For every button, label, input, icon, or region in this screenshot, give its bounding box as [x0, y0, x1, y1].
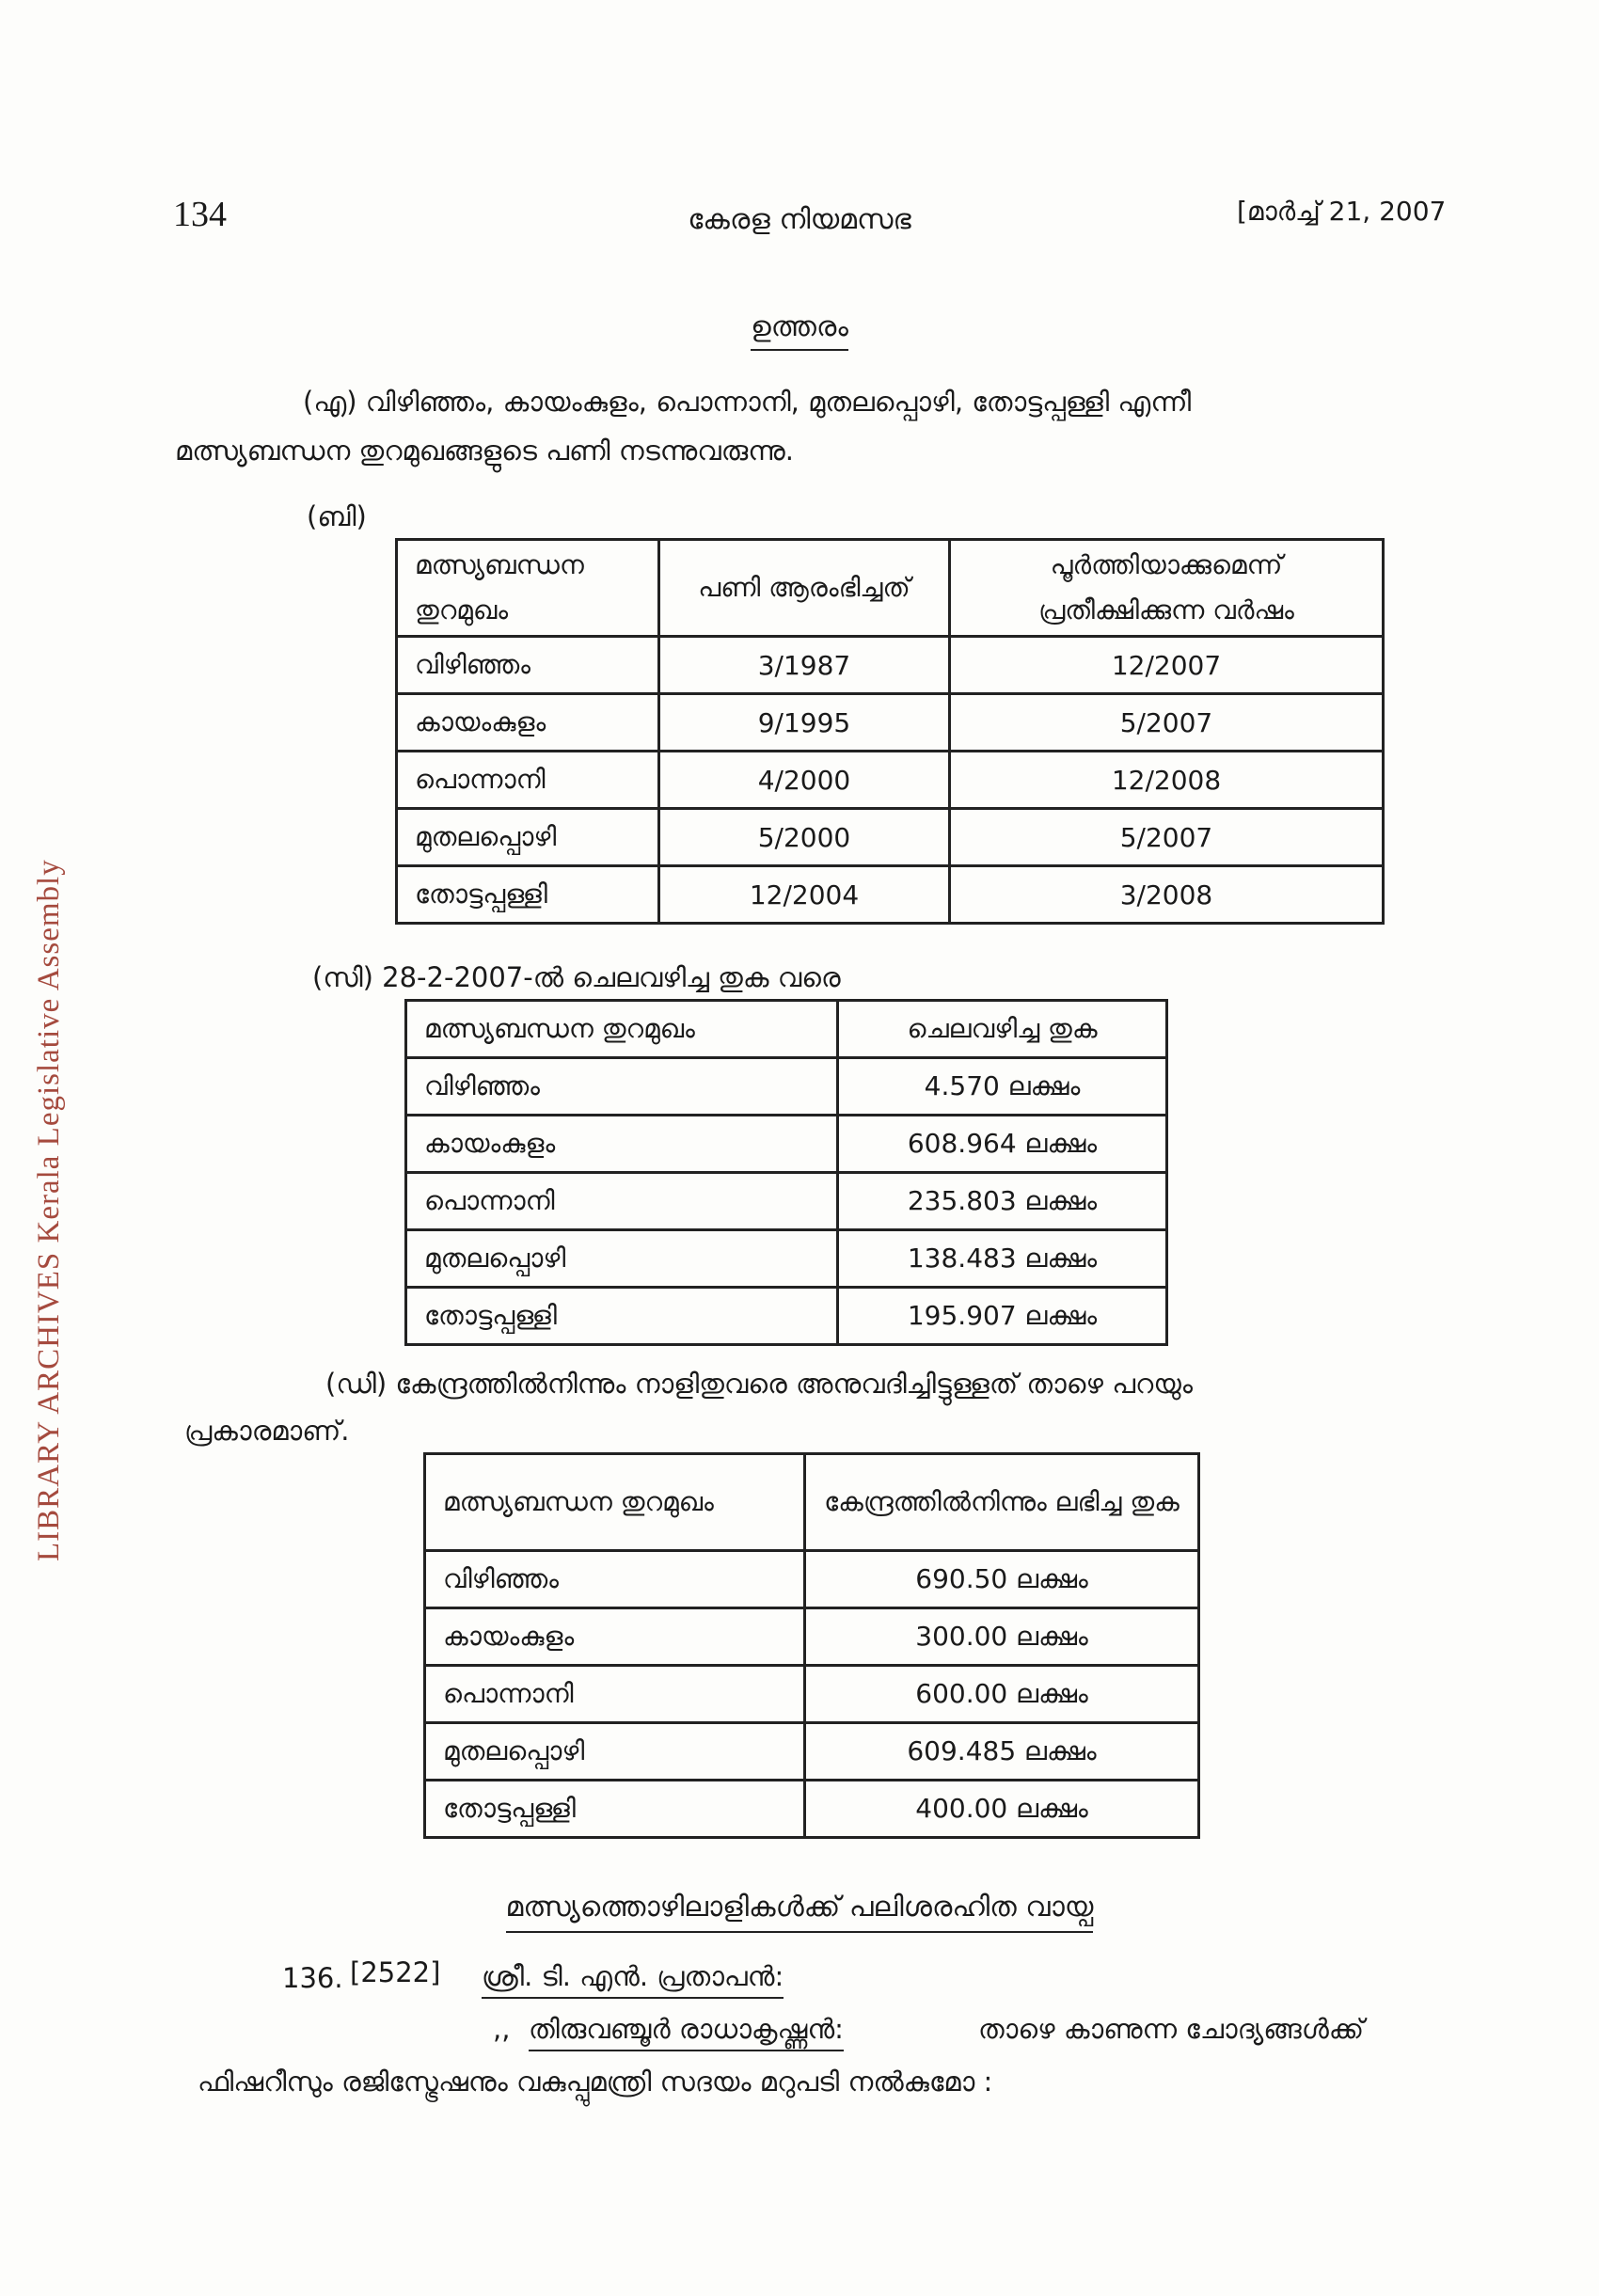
table-cell: പൊന്നാനി	[425, 1666, 805, 1723]
table-cell: പൊന്നാനി	[406, 1173, 838, 1230]
table-row	[397, 809, 1384, 866]
table-d	[423, 1452, 1200, 1839]
table-cell: 12/2007	[950, 637, 1384, 694]
table-cell: തോട്ടപ്പള്ളി	[425, 1781, 805, 1838]
table-cell: പൂർത്തിയാക്കുമെന്ന് പ്രതീക്ഷിക്കുന്ന വർഷം	[950, 540, 1384, 637]
table-row	[425, 1666, 1199, 1723]
table-row	[425, 1608, 1199, 1666]
page-number: 134	[173, 195, 227, 234]
table-cell: 609.485 ലക്ഷം	[805, 1723, 1199, 1781]
table-row	[406, 1116, 1167, 1173]
table-cell: 12/2004	[659, 866, 950, 924]
table-cell: 600.00 ലക്ഷം	[805, 1666, 1199, 1723]
table-cell: 235.803 ലക്ഷം	[838, 1173, 1167, 1230]
table-row	[425, 1781, 1199, 1838]
table-b	[395, 538, 1385, 925]
table-row	[397, 540, 1384, 637]
table-row	[406, 1058, 1167, 1116]
table-row	[406, 1230, 1167, 1288]
table-cell: 4/2000	[659, 752, 950, 809]
part-d-line1: (ഡി) കേന്ദ്രത്തിൽനിന്നും നാളിതുവരെ അനുവദിച്ചിട്ടുള്ളത് താഴെ പറയും	[325, 1368, 1193, 1400]
page-date: [മാർച്ച് 21, 2007	[1237, 196, 1447, 227]
table-cell: മത്സ്യബന്ധന തുറമുഖം	[406, 1001, 838, 1058]
table-cell: 4.570 ലക്ഷം	[838, 1058, 1167, 1116]
table-row	[406, 1001, 1167, 1058]
ditto-mark: ,,	[493, 2013, 511, 2045]
table-cell: 195.907 ലക്ഷം	[838, 1288, 1167, 1345]
part-a-line1: (എ) വിഴിഞ്ഞം, കായംകുളം, പൊന്നാനി, മുതലപ്പൊഴി, തോട്ടപ്പള്ളി എന്നീ	[303, 386, 1192, 418]
part-d-line2: പ്രകാരമാണ്.	[184, 1415, 350, 1447]
table-cell: 300.00 ലക്ഷം	[805, 1608, 1199, 1666]
member-name-2: തിരുവഞ്ചൂർ രാധാകൃഷ്ണൻ:	[529, 2013, 844, 2051]
table-cell: 690.50 ലക്ഷം	[805, 1551, 1199, 1608]
table-cell: 5/2007	[950, 694, 1384, 752]
table-cell: 5/2007	[950, 809, 1384, 866]
table-row	[406, 1173, 1167, 1230]
table-c	[404, 999, 1168, 1346]
table-cell: ചെലവഴിച്ച തുക	[838, 1001, 1167, 1058]
table-cell: വിഴിഞ്ഞം	[397, 637, 659, 694]
table-cell: 138.483 ലക്ഷം	[838, 1230, 1167, 1288]
table-row	[397, 694, 1384, 752]
part-a-line2: മത്സ്യബന്ധന തുറമുഖങ്ങളുടെ പണി നടന്നുവരുന്നു.	[175, 435, 794, 467]
table-cell: പൊന്നാനി	[397, 752, 659, 809]
question-number: 136.	[282, 1962, 343, 1994]
part-c-label: (സി) 28-2-2007-ൽ ചെലവഴിച്ച തുക വരെ	[312, 961, 841, 993]
table-cell: 12/2008	[950, 752, 1384, 809]
table-cell: തോട്ടപ്പള്ളി	[397, 866, 659, 924]
table-cell: 9/1995	[659, 694, 950, 752]
table-cell: തോട്ടപ്പള്ളി	[406, 1288, 838, 1345]
table-row	[397, 866, 1384, 924]
table-cell: 5/2000	[659, 809, 950, 866]
table-cell: 608.964 ലക്ഷം	[838, 1116, 1167, 1173]
table-cell: 3/2008	[950, 866, 1384, 924]
table-row	[406, 1288, 1167, 1345]
table-cell: പണി ആരംഭിച്ചത്	[659, 540, 950, 637]
question-text-1: താഴെ കാണുന്ന ചോദ്യങ്ങൾക്ക്	[978, 2013, 1365, 2045]
table-cell: കായംകുളം	[397, 694, 659, 752]
table-cell: മത്സ്യബന്ധന തുറമുഖം	[397, 540, 659, 637]
table-row	[425, 1723, 1199, 1781]
question-text-2: ഫിഷറീസും രജിസ്ട്രേഷനും വകുപ്പുമന്ത്രി സദയം മറുപടി നൽകുമോ :	[198, 2066, 993, 2098]
table-cell: വിഴിഞ്ഞം	[425, 1551, 805, 1608]
table-cell: മത്സ്യബന്ധന തുറമുഖം	[425, 1454, 805, 1551]
table-cell: കേന്ദ്രത്തിൽനിന്നും ലഭിച്ച തുക	[805, 1454, 1199, 1551]
question-code: [2522]	[350, 1956, 441, 1988]
table-cell: കായംകുളം	[406, 1116, 838, 1173]
table-cell: വിഴിഞ്ഞം	[406, 1058, 838, 1116]
section-heading: മത്സ്യത്തൊഴിലാളികൾക്ക് പലിശരഹിത വായ്പ	[0, 1891, 1599, 1924]
table-row	[425, 1454, 1199, 1551]
table-row	[425, 1551, 1199, 1608]
page-title: കേരള നിയമസഭ	[688, 203, 911, 236]
member-name-1: ശ്രീ. ടി. എൻ. പ്രതാപൻ:	[482, 1960, 784, 1999]
table-cell: മുതലപ്പൊഴി	[397, 809, 659, 866]
table-row	[397, 637, 1384, 694]
table-cell: മുതലപ്പൊഴി	[406, 1230, 838, 1288]
table-row	[397, 752, 1384, 809]
table-cell: 3/1987	[659, 637, 950, 694]
table-cell: 400.00 ലക്ഷം	[805, 1781, 1199, 1838]
archive-watermark: LIBRARY ARCHIVES Kerala Legislative Assembly	[32, 859, 66, 1561]
part-b-label: (ബി)	[307, 500, 367, 532]
answer-heading: ഉത്തരം	[0, 310, 1599, 343]
table-cell: കായംകുളം	[425, 1608, 805, 1666]
table-cell: മുതലപ്പൊഴി	[425, 1723, 805, 1781]
